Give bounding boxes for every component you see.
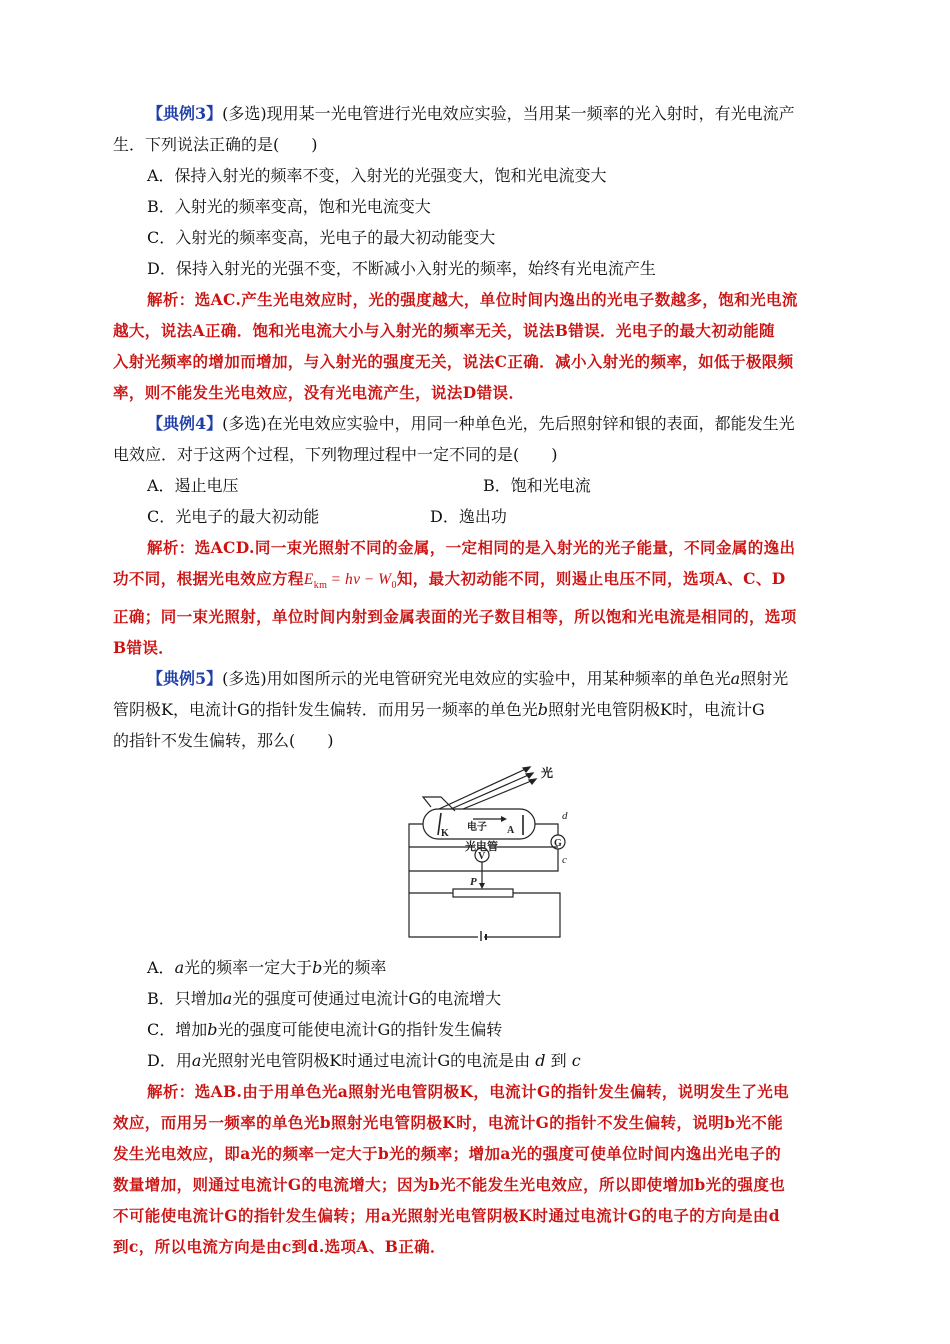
light-rays <box>439 767 536 809</box>
example-5-tag: 【典例5】 <box>147 669 223 689</box>
example-3-option-d: D．保持入射光的光强不变，不断减小入射光的频率，始终有光电流产生 <box>147 259 656 278</box>
light-label: 光 <box>541 766 554 781</box>
example-5-stem-cont-2: 的指针不发生偏转，那么( ) <box>113 731 334 751</box>
example-5-option-c: C．增加b光的强度可能使电流计G的指针发生偏转 <box>147 1020 503 1040</box>
electron-label: 电子 <box>467 822 487 834</box>
example-5-answer-line-6: 到c，所以电流方向是由c到d.选项A、B正确． <box>113 1237 446 1257</box>
example-5-option-d: D．用a光照射光电管阴极K时通过电流计G的电流是由 d 到 c <box>147 1051 581 1071</box>
example-4-answer-line-4: B错误． <box>113 638 175 658</box>
point-c-label: c <box>562 854 567 867</box>
example-5-stem: 【典例5】(多选)用如图所示的光电管研究光电效应的实验中，用某种频率的单色光a照射光 <box>147 669 789 689</box>
example-3-option-a: A．保持入射光的频率不变，入射光的光强变大，饱和光电流变大 <box>147 166 607 185</box>
example-4-option-c: C．光电子的最大初动能 <box>147 507 320 526</box>
example-4-options-row-1 <box>113 470 838 501</box>
example-4-option-a: A．遏止电压 <box>147 476 239 495</box>
phototube-circuit-diagram <box>405 759 580 941</box>
photoelectric-equation: $E_{km} = h\nu - W_0$ <box>303 571 397 592</box>
phototube-label: 光电管 <box>465 841 498 854</box>
example-5-answer-line-2: 效应，而用另一频率的单色光b照射光电管阴极K时，电流计G的指针不发生偏转，说明b光不能 <box>113 1113 784 1133</box>
anode-label: A <box>507 825 515 837</box>
example-3-stem-cont: 生．下列说法正确的是( ) <box>113 135 318 154</box>
example-5-answer-line-1: 解析：选AB.由于用单色光a照射光电管阴极K，电流计G的指针发生偏转，说明发生了光电 <box>147 1082 790 1102</box>
voltmeter-label: V <box>478 851 486 863</box>
example-5-option-a: A．a光的频率一定大于b光的频率 <box>147 958 387 978</box>
example-5-answer-line-4: 数量增加，则通过电流计G的电流增大；因为b光不能发生光电效应，所以即使增加b光的强度也 <box>113 1175 786 1195</box>
example-4-stem-cont: 电效应．对于这两个过程，下列物理过程中一定不同的是( ) <box>113 445 558 464</box>
example-3-stem: 【典例3】(多选)现用某一光电管进行光电效应实验，当用某一频率的光入射时，有光电流产 <box>147 104 795 123</box>
example-5-stem-cont-1: 管阴极K，电流计G的指针发生偏转．而用另一频率的单色光b照射光电管阴极K时，电流计G <box>113 700 765 720</box>
rheostat-resistor <box>453 889 513 897</box>
example-4-options-row-2 <box>113 501 838 532</box>
example-3-tag: 【典例3】 <box>147 104 223 123</box>
example-4-stem: 【典例4】(多选)在光电效应实验中，用同一种单色光，先后照射锌和银的表面，都能发生光 <box>147 414 795 433</box>
document-page <box>113 98 838 1262</box>
example-4-tag: 【典例4】 <box>147 414 223 433</box>
phototube-circuit-figure <box>113 759 838 947</box>
example-4-answer-line-2: 功不同，根据光电效应方程$E_{km} = h\nu - W_0$知，最大初动能不同，则遏止电压不同，选项A、C、D <box>113 569 786 592</box>
example-3-option-c: C．入射光的频率变高，光电子的最大初动能变大 <box>147 228 496 247</box>
wire-to-galvanometer <box>535 824 558 835</box>
example-5-option-b: B．只增加a光的强度可使通过电流计G的电流增大 <box>147 989 502 1009</box>
example-4-answer-line-1: 解析：选ACD.同一束光照射不同的金属，一定相同的是入射光的光子能量，不同金属的逸出 <box>147 538 796 557</box>
example-5-answer-line-3: 发生光电效应，即a光的频率一定大于b光的频率；增加a光的强度可使单位时间内逸出光电子的 <box>113 1144 782 1164</box>
example-4-option-d: D．逸出功 <box>430 507 507 526</box>
slider-label: P <box>470 876 477 889</box>
example-3-answer-line-2: 越大，说法A正确．饱和光电流大小与入射光的频率无关，说法B错误．光电子的最大初动能随 <box>113 321 775 340</box>
example-3-answer-line-1: 解析：选AC.产生光电效应时，光的强度越大，单位时间内逸出的光电子数越多，饱和光电流 <box>147 290 798 309</box>
example-4-option-b: B．饱和光电流 <box>483 476 591 495</box>
galvanometer-label: G <box>554 838 562 850</box>
point-d-label: d <box>562 810 568 823</box>
example-5-answer-line-5: 不可能使电流计G的指针发生偏转；用a光照射光电管阴极K时通过电流计G的电子的方向是由d <box>113 1206 781 1226</box>
example-4-answer-line-3: 正确；同一束光照射，单位时间内射到金属表面的光子数目相等，所以饱和光电流是相同的，选项 <box>113 607 797 627</box>
example-3-answer-line-3: 入射光频率的增加而增加，与入射光的强度无关，说法C正确．减小入射光的频率，如低于极限频 <box>113 352 794 371</box>
example-3-option-b: B．入射光的频率变高，饱和光电流变大 <box>147 197 431 216</box>
example-3-answer-line-4: 率，则不能发生光电效应，没有光电流产生，说法D错误． <box>113 383 525 402</box>
cathode-label: K <box>441 828 449 840</box>
